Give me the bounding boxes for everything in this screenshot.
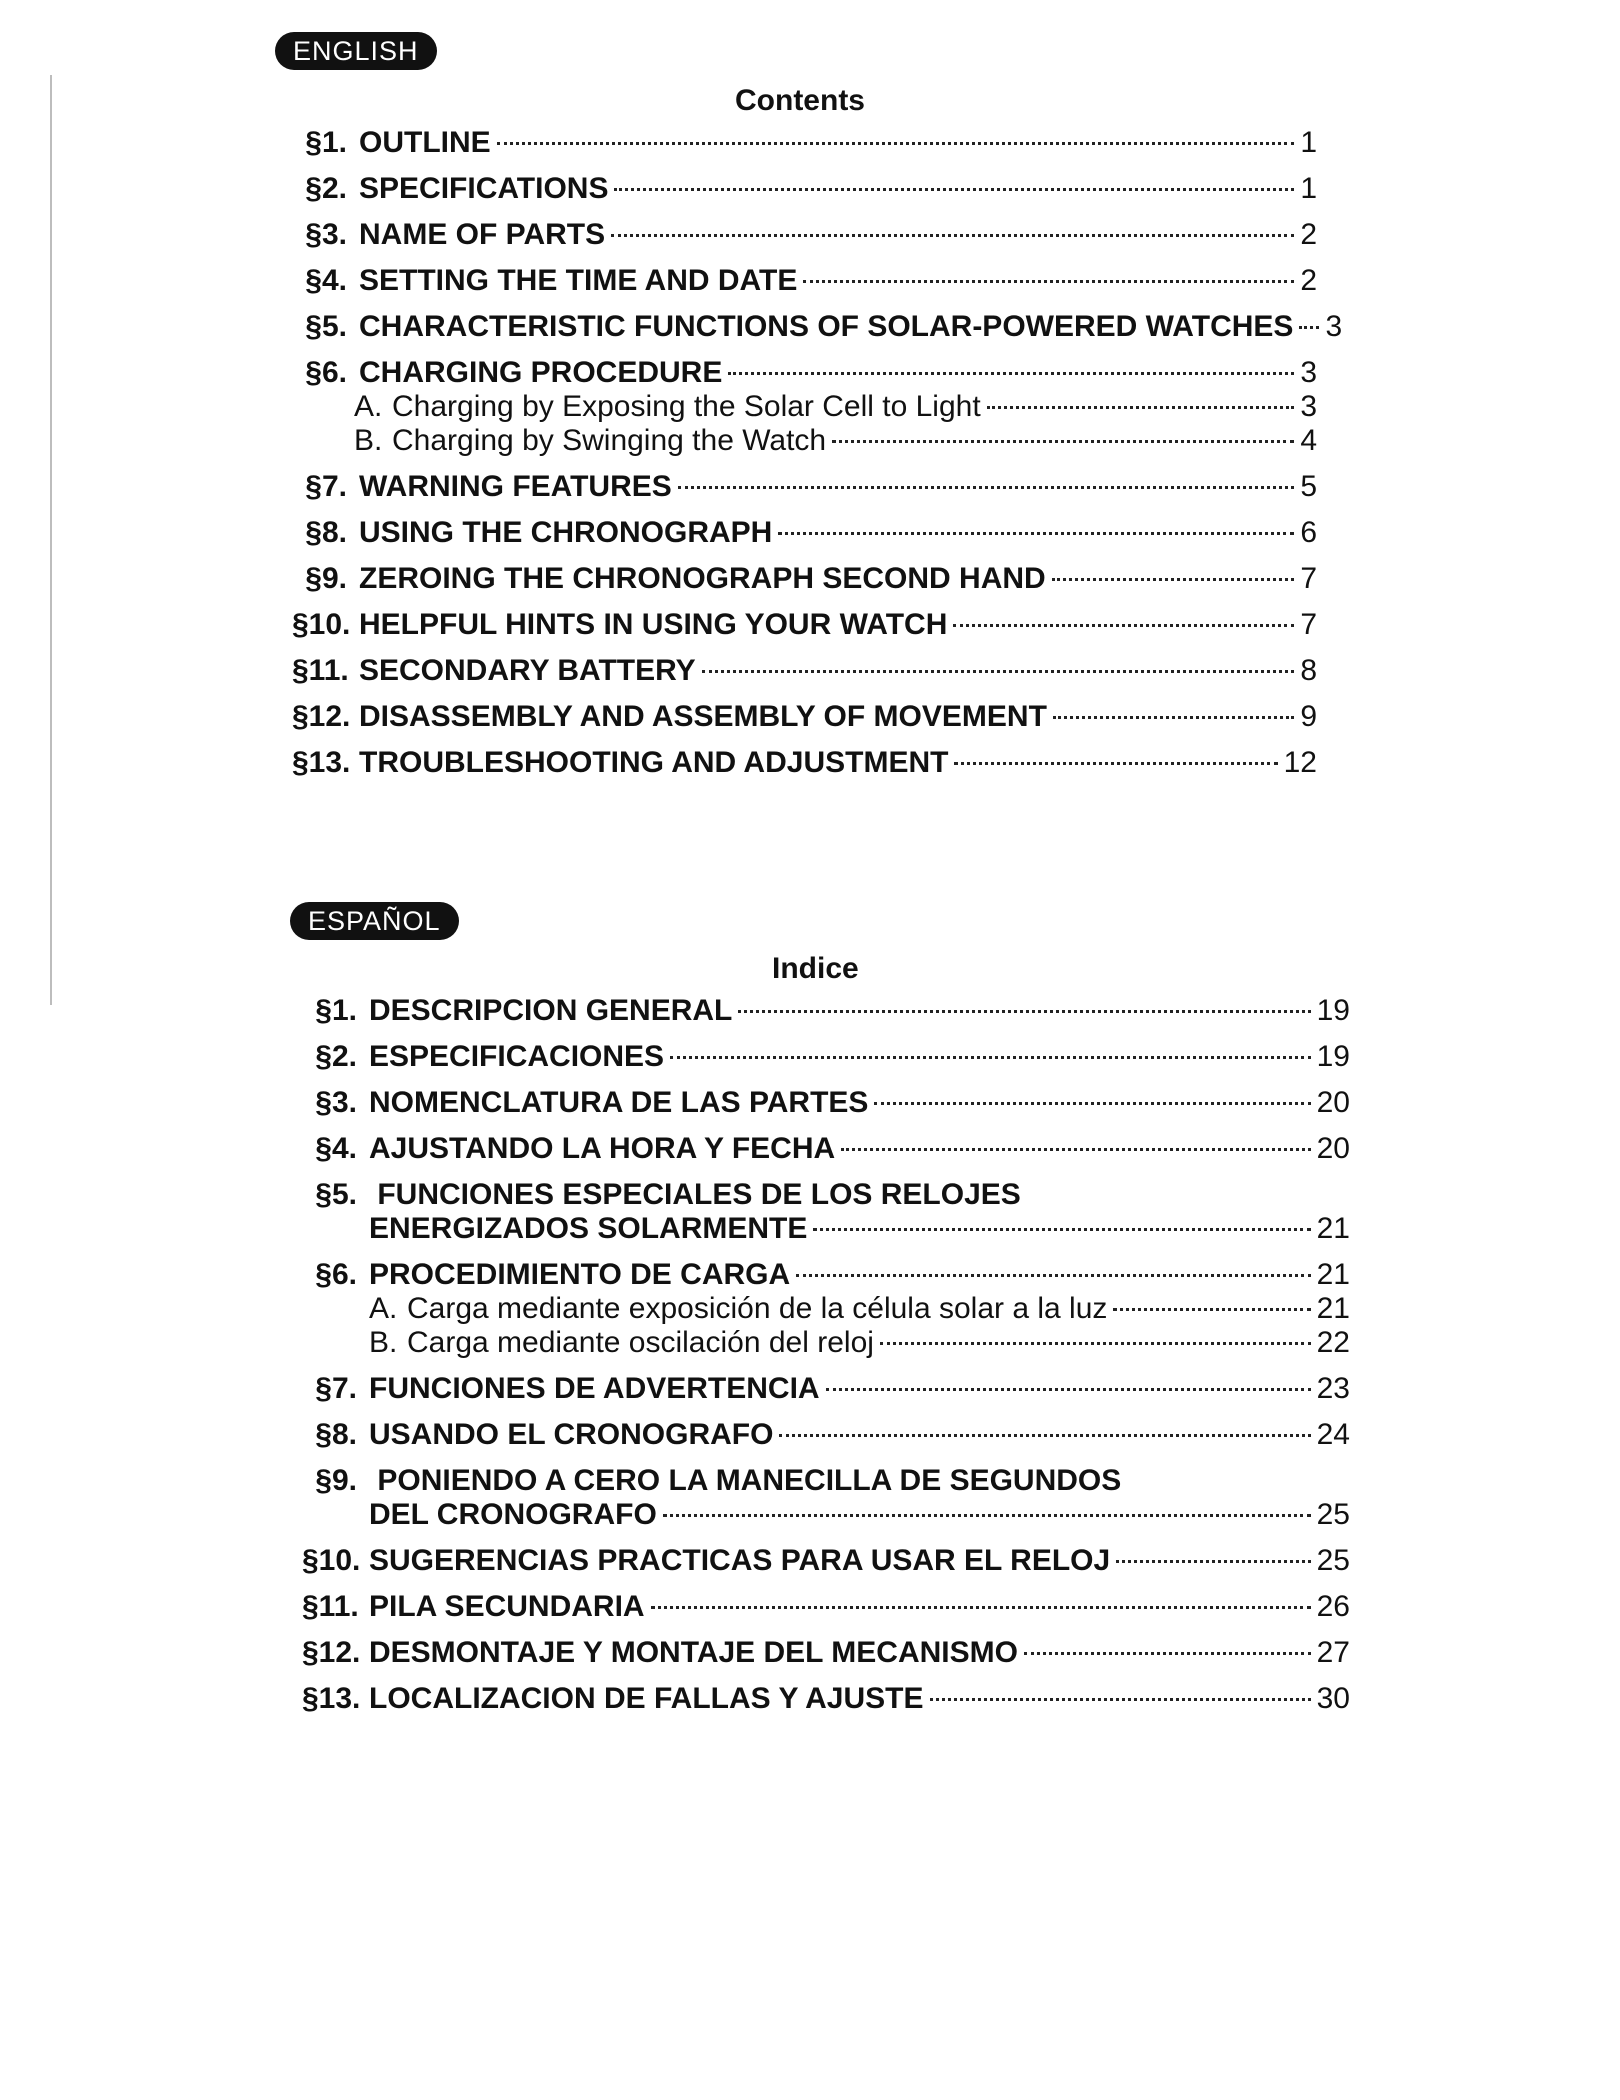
section-number: §8. [315, 1418, 357, 1451]
section-title: SUGERENCIAS PRACTICAS PARA USAR EL RELOJ [369, 1544, 1111, 1577]
toc-entry-continuation[interactable] [369, 1498, 1350, 1532]
toc-entry[interactable] [302, 1258, 1350, 1292]
section-title: DISASSEMBLY AND ASSEMBLY OF MOVEMENT [359, 700, 1047, 733]
section-title: DESCRIPCION GENERAL [369, 994, 733, 1027]
toc-entry[interactable] [302, 1544, 1350, 1578]
section-title: SETTING THE TIME AND DATE [359, 264, 798, 297]
dot-leader [1052, 578, 1295, 581]
section-number: §13. [292, 746, 351, 779]
toc-entry-continuation[interactable] [369, 1212, 1350, 1246]
dot-leader [670, 1056, 1311, 1059]
section-title: SPECIFICATIONS [359, 172, 609, 205]
section-number: §10. [292, 608, 351, 641]
dot-leader [497, 142, 1295, 145]
dot-leader [1116, 1560, 1310, 1563]
page-number: 7 [1300, 608, 1317, 641]
section-title: LOCALIZACION DE FALLAS Y AJUSTE [369, 1682, 924, 1715]
dot-leader [1299, 326, 1319, 329]
section-number: §6. [315, 1258, 357, 1291]
english-toc [292, 126, 1343, 786]
section-title: WARNING FEATURES [359, 470, 672, 503]
page-number: 24 [1316, 1418, 1350, 1451]
page-number: 9 [1300, 700, 1317, 733]
section-number: §5. [315, 1178, 357, 1211]
toc-entry[interactable] [292, 608, 1317, 642]
section-title: ESPECIFICACIONES [369, 1040, 665, 1073]
dot-leader [826, 1388, 1311, 1391]
section-title: TROUBLESHOOTING AND ADJUSTMENT [359, 746, 949, 779]
toc-entry[interactable] [292, 562, 1317, 596]
dot-leader [813, 1228, 1310, 1231]
espanol-indice-title: Indice [772, 952, 859, 985]
section-title: USANDO EL CRONOGRAFO [369, 1418, 774, 1451]
page-number: 6 [1300, 516, 1317, 549]
dot-leader [874, 1102, 1310, 1105]
toc-entry[interactable] [292, 218, 1317, 252]
toc-entry[interactable] [302, 1636, 1350, 1670]
dot-leader [611, 234, 1294, 237]
dot-leader [954, 762, 1277, 765]
dot-leader [779, 1434, 1310, 1437]
page-number: 3 [1325, 310, 1343, 343]
page-number: 4 [1300, 424, 1317, 457]
section-number: §4. [315, 1132, 357, 1165]
page-number: 12 [1283, 746, 1317, 779]
subsection-title: Carga mediante exposición de la célula solar a la luz [407, 1292, 1108, 1325]
espanol-toc [302, 994, 1350, 1744]
section-number: §1. [315, 994, 357, 1027]
section-title: ZEROING THE CHRONOGRAPH SECOND HAND [359, 562, 1046, 595]
section-title: PILA SECUNDARIA [369, 1590, 645, 1623]
dot-leader [953, 624, 1294, 627]
section-number: §9. [305, 562, 347, 595]
section-title: OUTLINE [359, 126, 491, 159]
page-number: 8 [1300, 654, 1317, 687]
section-number: §11. [292, 654, 349, 687]
page-number: 3 [1300, 356, 1317, 389]
page-number: 3 [1300, 390, 1317, 423]
section-number: §8. [305, 516, 347, 549]
dot-leader [663, 1514, 1311, 1517]
page-number: 7 [1300, 562, 1317, 595]
dot-leader [880, 1342, 1311, 1345]
dot-leader [796, 1274, 1310, 1277]
toc-entry-first-line[interactable] [302, 1178, 1021, 1212]
section-title: PROCEDIMIENTO DE CARGA [369, 1258, 791, 1291]
page-number: 20 [1316, 1086, 1350, 1119]
dot-leader [614, 188, 1294, 191]
section-title: NAME OF PARTS [359, 218, 606, 251]
section-number: §2. [315, 1040, 357, 1073]
toc-subentry[interactable] [369, 1292, 1350, 1326]
dot-leader [930, 1698, 1311, 1701]
section-number: §5. [305, 310, 347, 343]
dot-leader [678, 486, 1295, 489]
subsection-letter: A. [369, 1292, 398, 1325]
section-title: FUNCIONES ESPECIALES DE LOS RELOJES [377, 1178, 1021, 1211]
page-number: 27 [1316, 1636, 1350, 1669]
toc-entry[interactable] [302, 1040, 1350, 1074]
toc-entry[interactable] [292, 470, 1317, 504]
page-number: 19 [1316, 994, 1350, 1027]
english-contents-title: Contents [735, 84, 865, 117]
page-number: 20 [1316, 1132, 1350, 1165]
dot-leader [841, 1148, 1310, 1151]
page-number: 2 [1300, 264, 1317, 297]
toc-entry[interactable] [292, 746, 1317, 780]
section-title: DESMONTAJE Y MONTAJE DEL MECANISMO [369, 1636, 1018, 1669]
section-number: §12. [302, 1636, 361, 1669]
toc-entry[interactable] [302, 1682, 1350, 1716]
page-number: 1 [1300, 126, 1317, 159]
section-title: SECONDARY BATTERY [359, 654, 696, 687]
toc-entry[interactable] [292, 126, 1317, 160]
section-title: USING THE CHRONOGRAPH [359, 516, 773, 549]
toc-subentry[interactable] [354, 424, 1317, 458]
page-number: 2 [1300, 218, 1317, 251]
section-number: §13. [302, 1682, 361, 1715]
page-number: 26 [1316, 1590, 1350, 1623]
section-number: §12. [292, 700, 351, 733]
page-number: 21 [1316, 1292, 1350, 1325]
section-title: FUNCIONES DE ADVERTENCIA [369, 1372, 820, 1405]
toc-entry[interactable] [302, 1590, 1350, 1624]
english-language-badge: ENGLISH [275, 32, 437, 70]
section-number: §2. [305, 172, 347, 205]
section-number: §7. [315, 1372, 357, 1405]
page-number: 30 [1316, 1682, 1350, 1715]
subsection-letter: B. [369, 1326, 398, 1359]
toc-entry[interactable] [292, 356, 1317, 390]
espanol-language-badge: ESPAÑOL [290, 902, 459, 940]
dot-leader [803, 280, 1294, 283]
toc-entry[interactable] [292, 310, 1343, 344]
dot-leader [832, 440, 1294, 443]
section-number: §3. [305, 218, 347, 251]
dot-leader [651, 1606, 1311, 1609]
section-number: §1. [305, 126, 347, 159]
section-title-continuation: ENERGIZADOS SOLARMENTE [369, 1212, 808, 1245]
section-number: §7. [305, 470, 347, 503]
toc-entry[interactable] [302, 1132, 1350, 1166]
toc-entry[interactable] [292, 172, 1317, 206]
toc-entry[interactable] [292, 516, 1317, 550]
section-title-continuation: DEL CRONOGRAFO [369, 1498, 657, 1531]
section-number: §4. [305, 264, 347, 297]
section-title: CHARACTERISTIC FUNCTIONS OF SOLAR-POWERED WATCHES [359, 310, 1294, 343]
subsection-title: Carga mediante oscilación del reloj [407, 1326, 874, 1359]
subsection-title: Charging by Swinging the Watch [392, 424, 827, 457]
page-number: 21 [1316, 1258, 1350, 1291]
section-number: §3. [315, 1086, 357, 1119]
section-title: AJUSTANDO LA HORA Y FECHA [369, 1132, 836, 1165]
toc-subentry[interactable] [369, 1326, 1350, 1360]
page-number: 21 [1316, 1212, 1350, 1245]
dot-leader [1053, 716, 1294, 719]
dot-leader [987, 406, 1295, 409]
dot-leader [1113, 1308, 1310, 1311]
page-number: 23 [1316, 1372, 1350, 1405]
section-number: §9. [315, 1464, 357, 1497]
toc-subentry[interactable] [354, 390, 1317, 424]
section-title: CHARGING PROCEDURE [359, 356, 723, 389]
dot-leader [1024, 1652, 1311, 1655]
page-number: 25 [1316, 1544, 1350, 1577]
page-number: 5 [1300, 470, 1317, 503]
subsection-letter: A. [354, 390, 383, 423]
toc-entry[interactable] [292, 264, 1317, 298]
section-title: HELPFUL HINTS IN USING YOUR WATCH [359, 608, 948, 641]
page-number: 19 [1316, 1040, 1350, 1073]
dot-leader [778, 532, 1294, 535]
toc-entry[interactable] [302, 1372, 1350, 1406]
toc-entry[interactable] [292, 700, 1317, 734]
toc-entry[interactable] [292, 654, 1317, 688]
english-section [0, 0, 1620, 800]
toc-entry-first-line[interactable] [302, 1464, 1121, 1498]
dot-leader [702, 670, 1295, 673]
espanol-section [0, 880, 1620, 1760]
section-title: NOMENCLATURA DE LAS PARTES [369, 1086, 869, 1119]
dot-leader [728, 372, 1294, 375]
dot-leader [738, 1010, 1310, 1013]
toc-entry[interactable] [302, 994, 1350, 1028]
section-number: §10. [302, 1544, 361, 1577]
page-number: 22 [1316, 1326, 1350, 1359]
page-number: 25 [1316, 1498, 1350, 1531]
subsection-letter: B. [354, 424, 383, 457]
page-number: 1 [1300, 172, 1317, 205]
subsection-title: Charging by Exposing the Solar Cell to Light [392, 390, 981, 423]
section-title: PONIENDO A CERO LA MANECILLA DE SEGUNDOS [377, 1464, 1122, 1497]
toc-entry[interactable] [302, 1418, 1350, 1452]
section-number: §6. [305, 356, 347, 389]
toc-entry[interactable] [302, 1086, 1350, 1120]
section-number: §11. [302, 1590, 359, 1623]
